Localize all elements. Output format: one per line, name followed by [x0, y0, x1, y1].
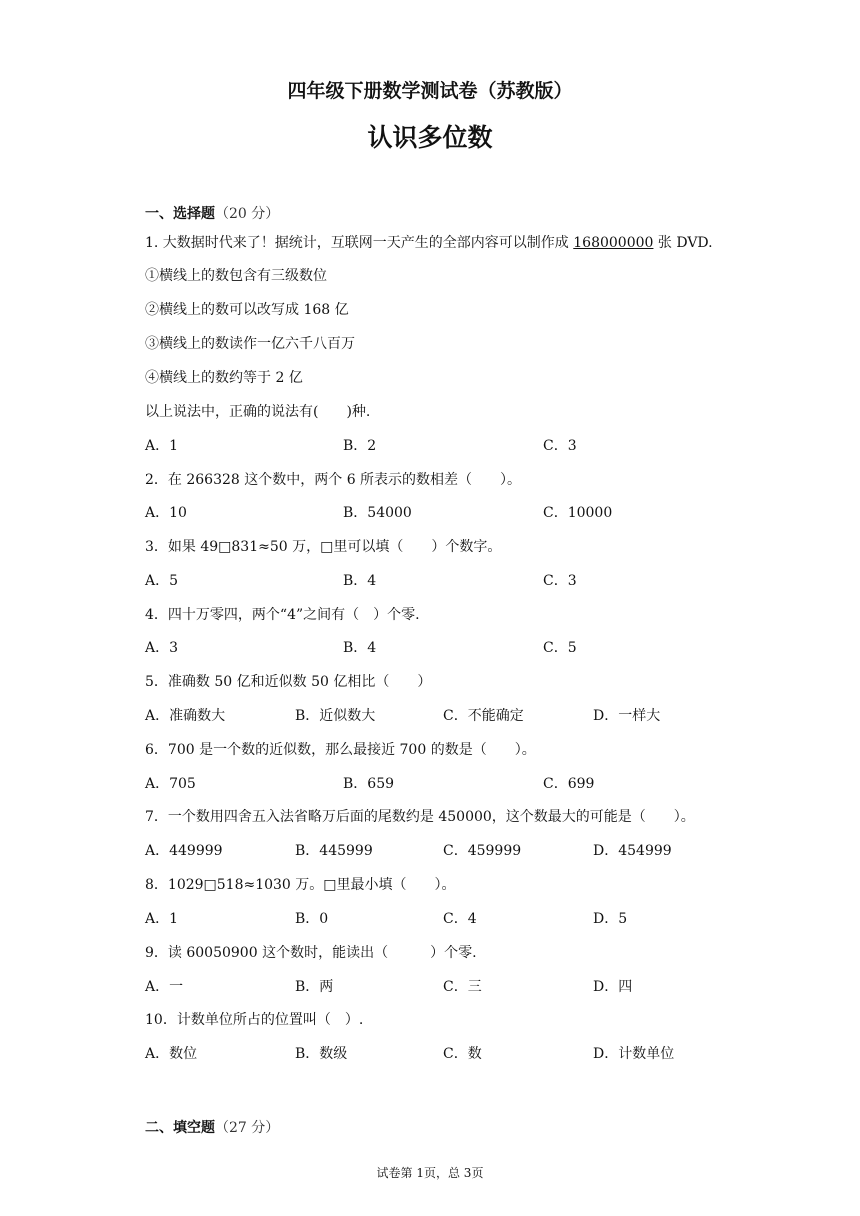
- question-8-stem: 8．1029□518≈1030 万。□里最小填（ ）。: [145, 877, 456, 893]
- section-heading-fill: [145, 1117, 279, 1137]
- q8-options: [145, 908, 745, 928]
- option-d[interactable]: D．四: [593, 979, 633, 995]
- option-b[interactable]: B．数级: [295, 1046, 348, 1062]
- question-1-stem: [145, 232, 713, 252]
- option-c[interactable]: C．3: [543, 573, 577, 589]
- q10-options: [145, 1043, 745, 1063]
- q1-stem-after: 张 DVD.: [653, 235, 713, 251]
- question-9-stem: 9．读 60050900 这个数时，能读出（ ）个零.: [145, 945, 477, 961]
- option-a[interactable]: A．3: [145, 640, 179, 656]
- option-a[interactable]: A．准确数大: [145, 708, 226, 724]
- option-c[interactable]: C．4: [443, 911, 477, 927]
- q1-statement: ②横线上的数可以改写成 168 亿: [145, 302, 349, 318]
- question-6-stem: 6．700 是一个数的近似数，那么最接近 700 的数是（ ）。: [145, 742, 536, 758]
- option-a[interactable]: A．10: [145, 505, 187, 521]
- option-b[interactable]: B．0: [295, 911, 329, 927]
- q1-underlined-number: 168000000: [573, 235, 654, 251]
- page-footer: 试卷第 1页，总 3页: [376, 1166, 484, 1180]
- question-5-stem: 5．准确数 50 亿和近似数 50 亿相比（ ）: [145, 674, 432, 690]
- option-a[interactable]: A．一: [145, 979, 184, 995]
- option-b[interactable]: B．445999: [295, 843, 373, 859]
- option-c[interactable]: C．699: [543, 776, 595, 792]
- question-3-stem: 3．如果 49□831≈50 万，□里可以填（ ）个数字。: [145, 539, 502, 555]
- option-c[interactable]: C．10000: [543, 505, 613, 521]
- option-b[interactable]: B．659: [343, 776, 395, 792]
- option-a[interactable]: A．5: [145, 573, 179, 589]
- q1-stem-before: 1. 大数据时代来了！据统计，互联网一天产生的全部内容可以制作成: [145, 235, 574, 251]
- option-b[interactable]: B．近似数大: [295, 708, 376, 724]
- option-d[interactable]: D．一样大: [593, 708, 661, 724]
- option-d[interactable]: D．计数单位: [593, 1046, 675, 1062]
- option-b[interactable]: B．2: [343, 438, 377, 454]
- question-10-stem: 10．计数单位所占的位置叫（ ）.: [145, 1012, 364, 1028]
- section-label: 二、填空题: [145, 1120, 215, 1136]
- q1-statement: ①横线上的数包含有三级数位: [145, 268, 327, 284]
- q1-options: [145, 435, 745, 455]
- question-7-stem: 7．一个数用四舍五入法省略万后面的尾数约是 450000，这个数最大的可能是（ ）。: [145, 809, 695, 825]
- section-label: 一、选择题: [145, 206, 215, 222]
- option-c[interactable]: C．三: [443, 979, 482, 995]
- q6-options: [145, 773, 745, 793]
- exam-subtitle: 认识多位数: [367, 123, 493, 152]
- option-c[interactable]: C．459999: [443, 843, 522, 859]
- section-heading-choice: [145, 203, 279, 223]
- exam-title: 四年级下册数学测试卷（苏教版）: [287, 80, 573, 102]
- q2-options: [145, 502, 745, 522]
- option-b[interactable]: B．4: [343, 640, 377, 656]
- q7-options: [145, 840, 745, 860]
- question-2-stem: 2．在 266328 这个数中，两个 6 所表示的数相差（ ）。: [145, 472, 522, 488]
- q1-prompt: 以上说法中，正确的说法有( )种.: [145, 404, 371, 420]
- option-a[interactable]: A．1: [145, 438, 179, 454]
- option-c[interactable]: C．3: [543, 438, 577, 454]
- q3-options: [145, 570, 745, 590]
- option-c[interactable]: C．5: [543, 640, 577, 656]
- option-a[interactable]: A．705: [145, 776, 196, 792]
- q4-options: [145, 637, 745, 657]
- option-a[interactable]: A．449999: [145, 843, 223, 859]
- option-d[interactable]: D．5: [593, 911, 628, 927]
- q9-options: [145, 976, 745, 996]
- option-c[interactable]: C．数: [443, 1046, 482, 1062]
- option-b[interactable]: B．4: [343, 573, 377, 589]
- option-b[interactable]: B．两: [295, 979, 334, 995]
- option-a[interactable]: A．数位: [145, 1046, 198, 1062]
- option-c[interactable]: C．不能确定: [443, 708, 524, 724]
- q1-statement: ③横线上的数读作一亿六千八百万: [145, 336, 355, 352]
- section-points: （27 分）: [215, 1120, 280, 1136]
- option-a[interactable]: A．1: [145, 911, 179, 927]
- section-points: （20 分）: [215, 206, 280, 222]
- question-4-stem: 4．四十万零四，两个“4”之间有（ ）个零.: [145, 607, 420, 623]
- option-b[interactable]: B．54000: [343, 505, 412, 521]
- q5-options: [145, 705, 745, 725]
- option-d[interactable]: D．454999: [593, 843, 672, 859]
- q1-statement: ④横线上的数约等于 2 亿: [145, 370, 303, 386]
